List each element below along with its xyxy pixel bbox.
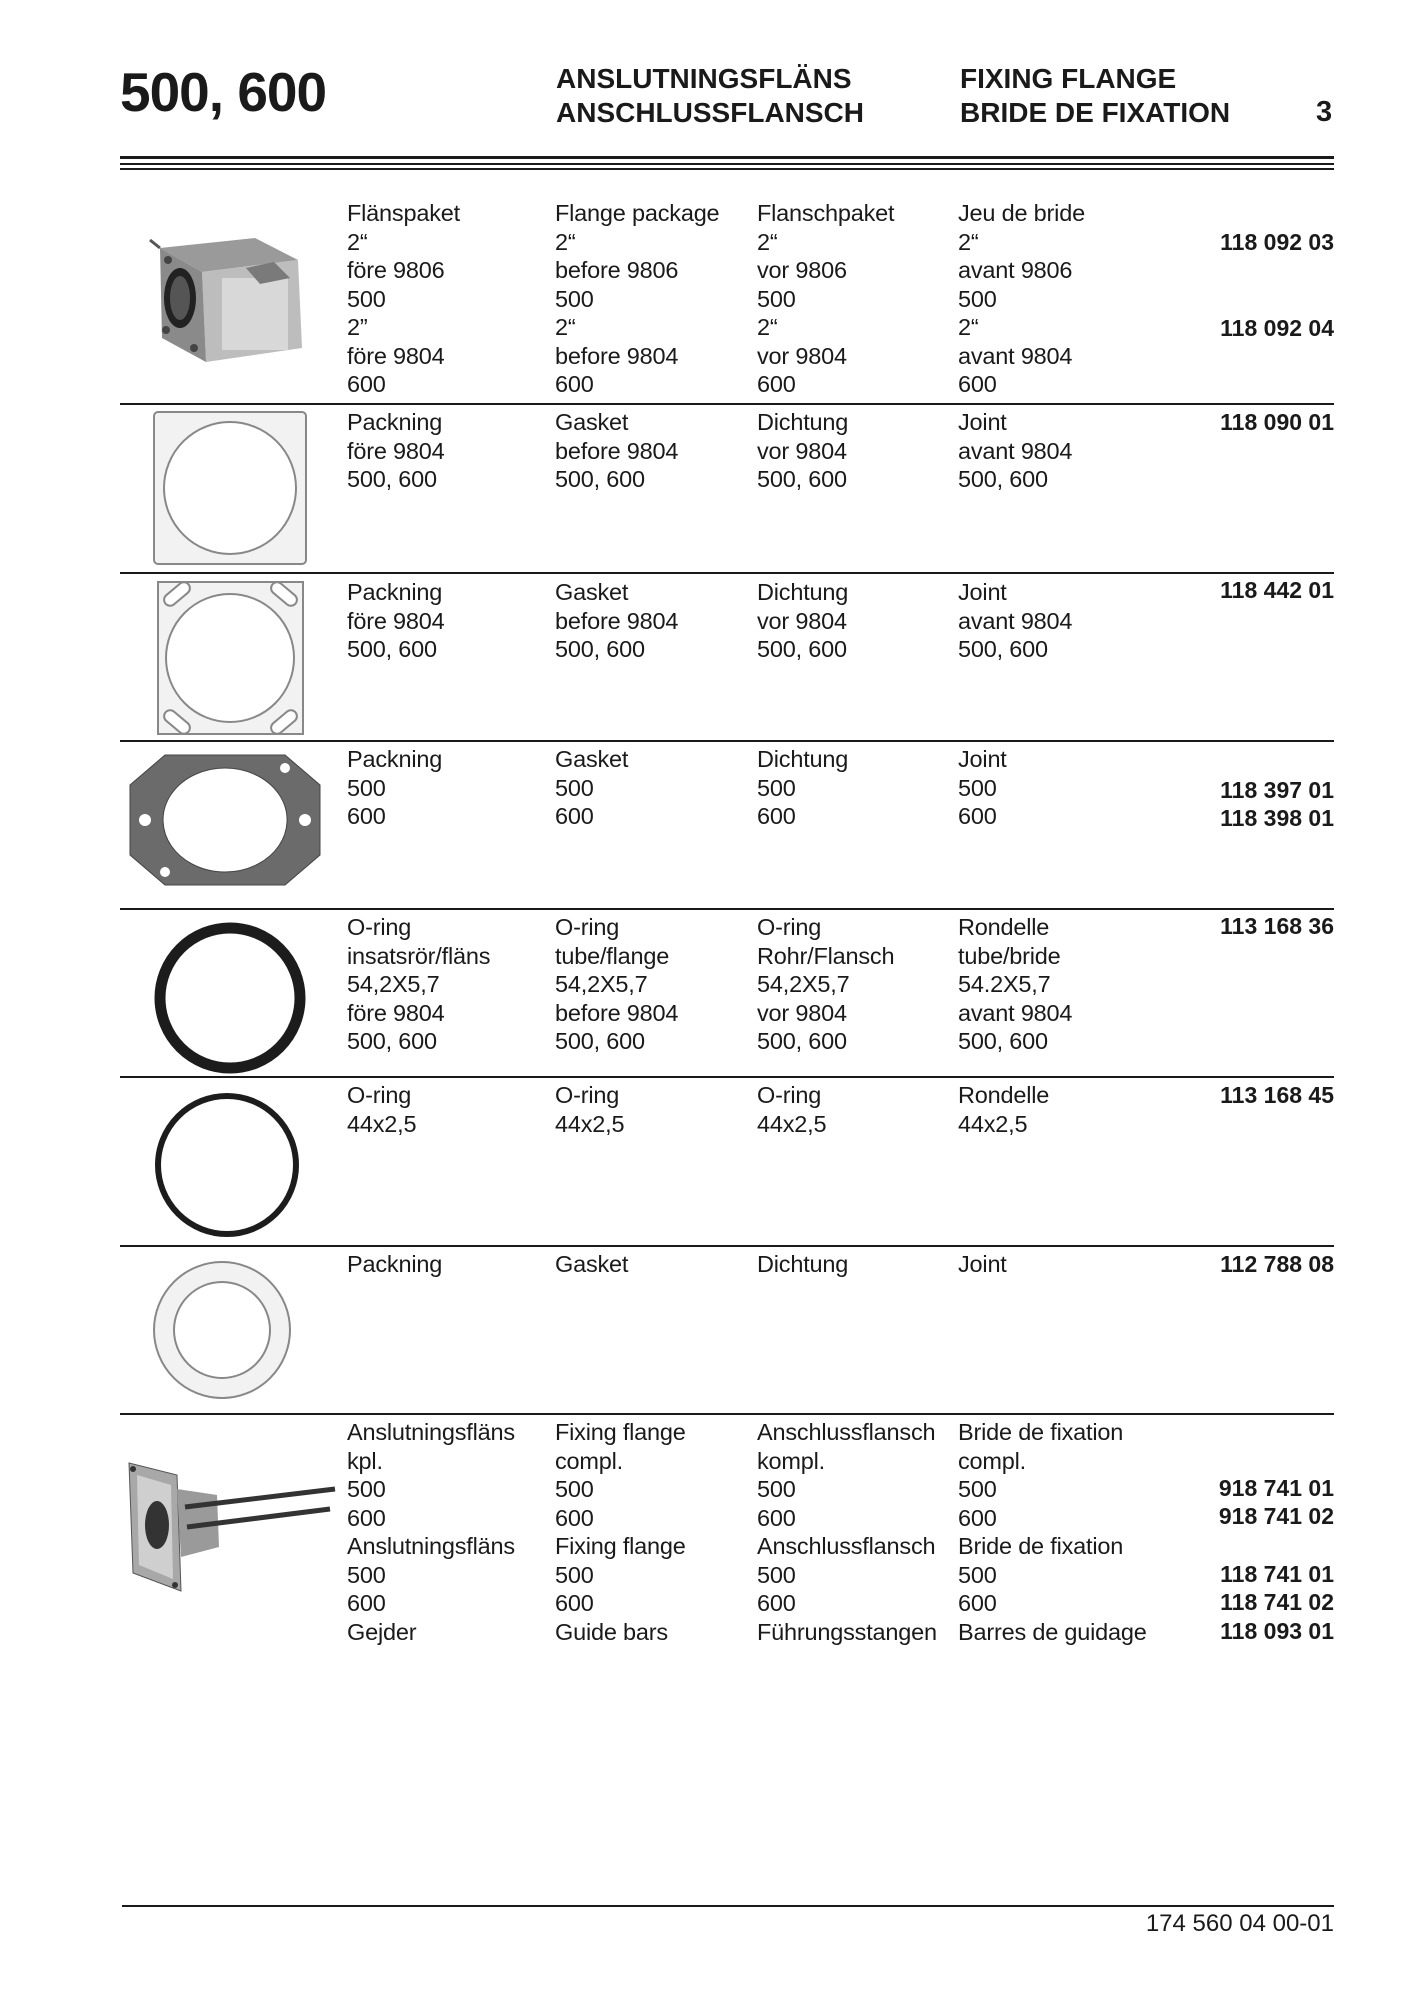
part-3-sv xyxy=(347,578,445,664)
row-divider xyxy=(120,1245,1334,1247)
part-1-fr-line: avant 9804 xyxy=(958,342,1073,369)
part-7-fr xyxy=(958,1250,1007,1279)
part-2-sv xyxy=(347,408,445,494)
part-number: 118 090 01 xyxy=(1220,409,1334,435)
part-4-sv-line: 500 xyxy=(347,774,386,801)
part-4-de-line: 500 xyxy=(757,774,796,801)
part-4-fr-line: 500 xyxy=(958,774,997,801)
part-1-en-line: 2“ xyxy=(555,228,576,255)
title-english: FIXING FLANGE xyxy=(960,63,1177,94)
part-4-sv-line: Packning xyxy=(347,746,443,772)
part-8-sv-line: 500 xyxy=(347,1561,386,1588)
part-5-sv-line: 500, 600 xyxy=(347,1028,437,1054)
part-7-en xyxy=(555,1250,628,1279)
part-number: 118 398 01 xyxy=(1220,805,1334,831)
part-1-sv-line: före 9804 xyxy=(347,342,445,369)
part-8-en-line: Fixing flange xyxy=(555,1533,686,1559)
part-6-sv xyxy=(347,1081,416,1138)
part-6-en xyxy=(555,1081,624,1138)
part-1-en-line: 500 xyxy=(555,285,594,312)
part-4-sv-line: 600 xyxy=(347,803,386,829)
part-7-en-line: Gasket xyxy=(555,1251,629,1277)
part-5-en-line: 54,2X5,7 xyxy=(555,971,648,997)
part-2-en-line: 500, 600 xyxy=(555,466,645,492)
part-8-en-line: Guide bars xyxy=(555,1618,668,1645)
part-2-de-line: 500, 600 xyxy=(757,466,847,492)
part-3-en xyxy=(555,578,678,664)
part-8-de-line: 600 xyxy=(757,1504,796,1531)
part-7-de-line: Dichtung xyxy=(757,1251,849,1277)
part-2-de-line: vor 9804 xyxy=(757,437,847,464)
part-number: 113 168 36 xyxy=(1220,913,1334,939)
gasket-slotted-image xyxy=(148,578,313,738)
part-5-fr-line: tube/bride xyxy=(958,942,1061,969)
part-7-fr-line: Joint xyxy=(958,1251,1007,1277)
part-8-sv-line: Gejder xyxy=(347,1618,417,1645)
part-8-de-line: 600 xyxy=(757,1590,796,1616)
part-1-en xyxy=(555,199,719,399)
part-4-en-line: 500 xyxy=(555,774,594,801)
title-swedish: ANSLUTNINGSFLÄNS xyxy=(556,63,852,94)
part-1-fr-line: Jeu de bride xyxy=(958,200,1085,226)
part-1-en-line: before 9804 xyxy=(555,342,679,369)
row-divider xyxy=(120,1413,1334,1415)
part-1-de-line: 600 xyxy=(757,371,796,397)
part-8-en-line: 500 xyxy=(555,1476,594,1502)
part-8-de xyxy=(757,1418,937,1646)
part-5-de-line: 500, 600 xyxy=(757,1028,847,1054)
part-8-sv-line: Anslutningsfläns xyxy=(347,1533,515,1559)
part-6-en-line: 44x2,5 xyxy=(555,1110,625,1137)
part-4-fr-line: Joint xyxy=(958,746,1007,772)
part-1-en-line: before 9806 xyxy=(555,257,679,283)
part-1-fr-line: avant 9806 xyxy=(958,257,1073,283)
part-5-fr-line: avant 9804 xyxy=(958,999,1073,1026)
part-6-de xyxy=(757,1081,826,1138)
part-2-sv-line: Packning xyxy=(347,409,443,435)
part-number: 918 741 01 xyxy=(1218,1475,1334,1501)
part-number: 112 788 08 xyxy=(1220,1251,1334,1277)
part-8-fr xyxy=(958,1418,1147,1646)
part-5-en-line: tube/flange xyxy=(555,942,670,969)
part-1-sv-line: Flänspaket xyxy=(347,200,460,226)
part-7-de xyxy=(757,1250,848,1279)
page-number: 3 xyxy=(1316,96,1333,128)
part-5-sv-line: insatsrör/fläns xyxy=(347,942,491,969)
part-6-fr-line: 44x2,5 xyxy=(958,1110,1028,1137)
fixing-flange-complete-image xyxy=(125,1455,340,1595)
part-1-fr-line: 600 xyxy=(958,371,997,397)
part-1-en-line: 2“ xyxy=(555,314,576,340)
header-rule-top xyxy=(120,156,1334,159)
part-1-fr-line: 500 xyxy=(958,285,997,312)
part-6-en-line: O-ring xyxy=(555,1082,620,1108)
part-8-de-line: 500 xyxy=(757,1561,796,1588)
part-5-fr-line: 54.2X5,7 xyxy=(958,971,1051,997)
part-1-de-line: 2“ xyxy=(757,228,778,255)
part-5-en xyxy=(555,913,678,1056)
header-rule-bottom xyxy=(120,168,1334,170)
part-8-de-line: 500 xyxy=(757,1476,796,1502)
part-6-fr xyxy=(958,1081,1049,1138)
title-sv-de xyxy=(556,62,864,130)
part-5-de-line: vor 9804 xyxy=(757,999,847,1026)
part-3-sv-line: 500, 600 xyxy=(347,636,437,662)
part-8-sv-line: 600 xyxy=(347,1590,386,1616)
part-5-sv-line: O-ring xyxy=(347,914,412,940)
part-6-fr-line: Rondelle xyxy=(958,1082,1050,1108)
part-1-de-line: vor 9804 xyxy=(757,342,847,369)
part-1-en-line: Flange package xyxy=(555,200,720,226)
part-4-sv xyxy=(347,745,442,831)
part-4-fr xyxy=(958,745,1007,831)
part-8-fr-line: Barres de guidage xyxy=(958,1618,1147,1645)
part-3-fr-line: avant 9804 xyxy=(958,607,1073,634)
part-number: 118 741 02 xyxy=(1220,1589,1334,1615)
part-8-de-line: Anschlussflansch xyxy=(757,1533,936,1559)
part-4-de-line: Dichtung xyxy=(757,746,849,772)
part-1-fr-line: 2“ xyxy=(958,314,979,340)
part-5-fr xyxy=(958,913,1072,1056)
part-8-de-line: Führungsstangen xyxy=(757,1618,937,1645)
title-french: BRIDE DE FIXATION xyxy=(960,97,1231,128)
part-8-fr-line: 600 xyxy=(958,1504,997,1531)
part-1-sv-line: 500 xyxy=(347,285,386,312)
part-number: 118 093 01 xyxy=(1220,1618,1334,1644)
part-5-fr-line: 500, 600 xyxy=(958,1028,1048,1054)
part-4-en-line: 600 xyxy=(555,803,594,829)
part-8-en-line: 600 xyxy=(555,1590,594,1616)
part-2-sv-line: före 9804 xyxy=(347,437,445,464)
part-1-de-line: 2“ xyxy=(757,314,778,340)
gasket-octagonal-image xyxy=(125,750,325,890)
part-number: 118 397 01 xyxy=(1220,777,1334,803)
part-3-en-line: Gasket xyxy=(555,579,629,605)
part-1-fr xyxy=(958,199,1085,399)
part-3-fr-line: 500, 600 xyxy=(958,636,1048,662)
part-8-fr-line: 500 xyxy=(958,1561,997,1588)
row-divider xyxy=(120,908,1334,910)
part-number: 118 442 01 xyxy=(1220,577,1334,603)
model-title: 500, 600 xyxy=(120,61,327,123)
part-2-fr-line: 500, 600 xyxy=(958,466,1048,492)
title-german: ANSCHLUSSFLANSCH xyxy=(556,97,864,128)
part-8-sv xyxy=(347,1418,515,1646)
part-3-sv-line: Packning xyxy=(347,579,443,605)
part-8-en-line: compl. xyxy=(555,1447,624,1474)
part-8-sv-line: 500 xyxy=(347,1476,386,1502)
part-1-sv-line: 2“ xyxy=(347,228,368,255)
row-divider xyxy=(120,572,1334,574)
part-2-de xyxy=(757,408,848,494)
part-8-fr-line: Bride de fixation xyxy=(958,1419,1124,1445)
part-3-fr xyxy=(958,578,1072,664)
part-4-de xyxy=(757,745,848,831)
part-3-de xyxy=(757,578,848,664)
part-3-de-line: 500, 600 xyxy=(757,636,847,662)
part-6-sv-line: O-ring xyxy=(347,1082,412,1108)
part-4-fr-line: 600 xyxy=(958,803,997,829)
title-en-fr xyxy=(960,62,1230,130)
part-number: 118 741 01 xyxy=(1220,1561,1334,1587)
document-number: 174 560 04 00-01 xyxy=(1145,1910,1334,1937)
part-8-fr-line: 600 xyxy=(958,1590,997,1616)
part-8-fr-line: 500 xyxy=(958,1476,997,1502)
part-4-de-line: 600 xyxy=(757,803,796,829)
part-1-de-line: 500 xyxy=(757,285,796,312)
part-3-en-line: 500, 600 xyxy=(555,636,645,662)
part-number: 113 168 45 xyxy=(1220,1082,1334,1108)
part-5-de-line: Rohr/Flansch xyxy=(757,942,895,969)
oring-thick-image xyxy=(150,918,310,1078)
part-5-fr-line: Rondelle xyxy=(958,914,1050,940)
part-8-en-line: 600 xyxy=(555,1504,594,1531)
part-2-fr xyxy=(958,408,1072,494)
part-8-en-line: Fixing flange xyxy=(555,1419,686,1445)
part-2-sv-line: 500, 600 xyxy=(347,466,437,492)
part-3-en-line: before 9804 xyxy=(555,607,679,634)
part-8-en xyxy=(555,1418,686,1646)
part-2-en-line: Gasket xyxy=(555,409,629,435)
part-1-sv-line: 2” xyxy=(347,314,368,340)
row-divider xyxy=(120,740,1334,742)
part-number: 118 092 03 xyxy=(1220,229,1334,255)
part-4-en xyxy=(555,745,628,831)
part-8-fr-line: compl. xyxy=(958,1447,1027,1474)
part-8-sv-line: 600 xyxy=(347,1504,386,1531)
part-1-sv-line: före 9806 xyxy=(347,257,445,283)
part-number: 918 741 02 xyxy=(1218,1503,1334,1529)
part-5-en-line: O-ring xyxy=(555,914,620,940)
header-rule-mid xyxy=(120,163,1334,165)
part-8-de-line: kompl. xyxy=(757,1447,826,1474)
part-8-sv-line: kpl. xyxy=(347,1447,383,1474)
part-7-sv xyxy=(347,1250,442,1279)
part-3-sv-line: före 9804 xyxy=(347,607,445,634)
part-1-fr-line: 2“ xyxy=(958,228,979,255)
part-2-fr-line: Joint xyxy=(958,409,1007,435)
part-1-sv xyxy=(347,199,460,399)
part-number: 118 092 04 xyxy=(1220,315,1334,341)
part-5-sv-line: 54,2X5,7 xyxy=(347,971,440,997)
part-5-de-line: O-ring xyxy=(757,914,822,940)
part-3-fr-line: Joint xyxy=(958,579,1007,605)
part-6-de-line: 44x2,5 xyxy=(757,1110,827,1137)
row-divider xyxy=(120,403,1334,405)
part-1-de xyxy=(757,199,894,399)
flange-package-image xyxy=(140,220,315,370)
part-7-sv-line: Packning xyxy=(347,1251,443,1277)
part-3-de-line: Dichtung xyxy=(757,579,849,605)
footer-rule xyxy=(122,1905,1334,1907)
part-6-de-line: O-ring xyxy=(757,1082,822,1108)
part-5-en-line: 500, 600 xyxy=(555,1028,645,1054)
part-2-en-line: before 9804 xyxy=(555,437,679,464)
gasket-ring-image xyxy=(150,1258,295,1403)
part-5-sv-line: före 9804 xyxy=(347,999,445,1026)
part-1-en-line: 600 xyxy=(555,371,594,397)
part-5-en-line: before 9804 xyxy=(555,999,679,1026)
part-8-sv-line: Anslutningsfläns xyxy=(347,1419,515,1445)
part-3-de-line: vor 9804 xyxy=(757,607,847,634)
part-5-sv xyxy=(347,913,490,1056)
part-6-sv-line: 44x2,5 xyxy=(347,1110,417,1137)
part-1-de-line: vor 9806 xyxy=(757,257,847,283)
part-8-de-line: Anschlussflansch xyxy=(757,1419,936,1445)
part-4-en-line: Gasket xyxy=(555,746,629,772)
part-2-en xyxy=(555,408,678,494)
part-5-de-line: 54,2X5,7 xyxy=(757,971,850,997)
oring-thin-image xyxy=(150,1088,305,1243)
part-5-de xyxy=(757,913,894,1056)
part-1-sv-line: 600 xyxy=(347,371,386,397)
part-1-de-line: Flanschpaket xyxy=(757,200,895,226)
part-8-fr-line: Bride de fixation xyxy=(958,1533,1124,1559)
gasket-square-image xyxy=(150,408,310,568)
part-2-fr-line: avant 9804 xyxy=(958,437,1073,464)
part-2-de-line: Dichtung xyxy=(757,409,849,435)
part-8-en-line: 500 xyxy=(555,1561,594,1588)
